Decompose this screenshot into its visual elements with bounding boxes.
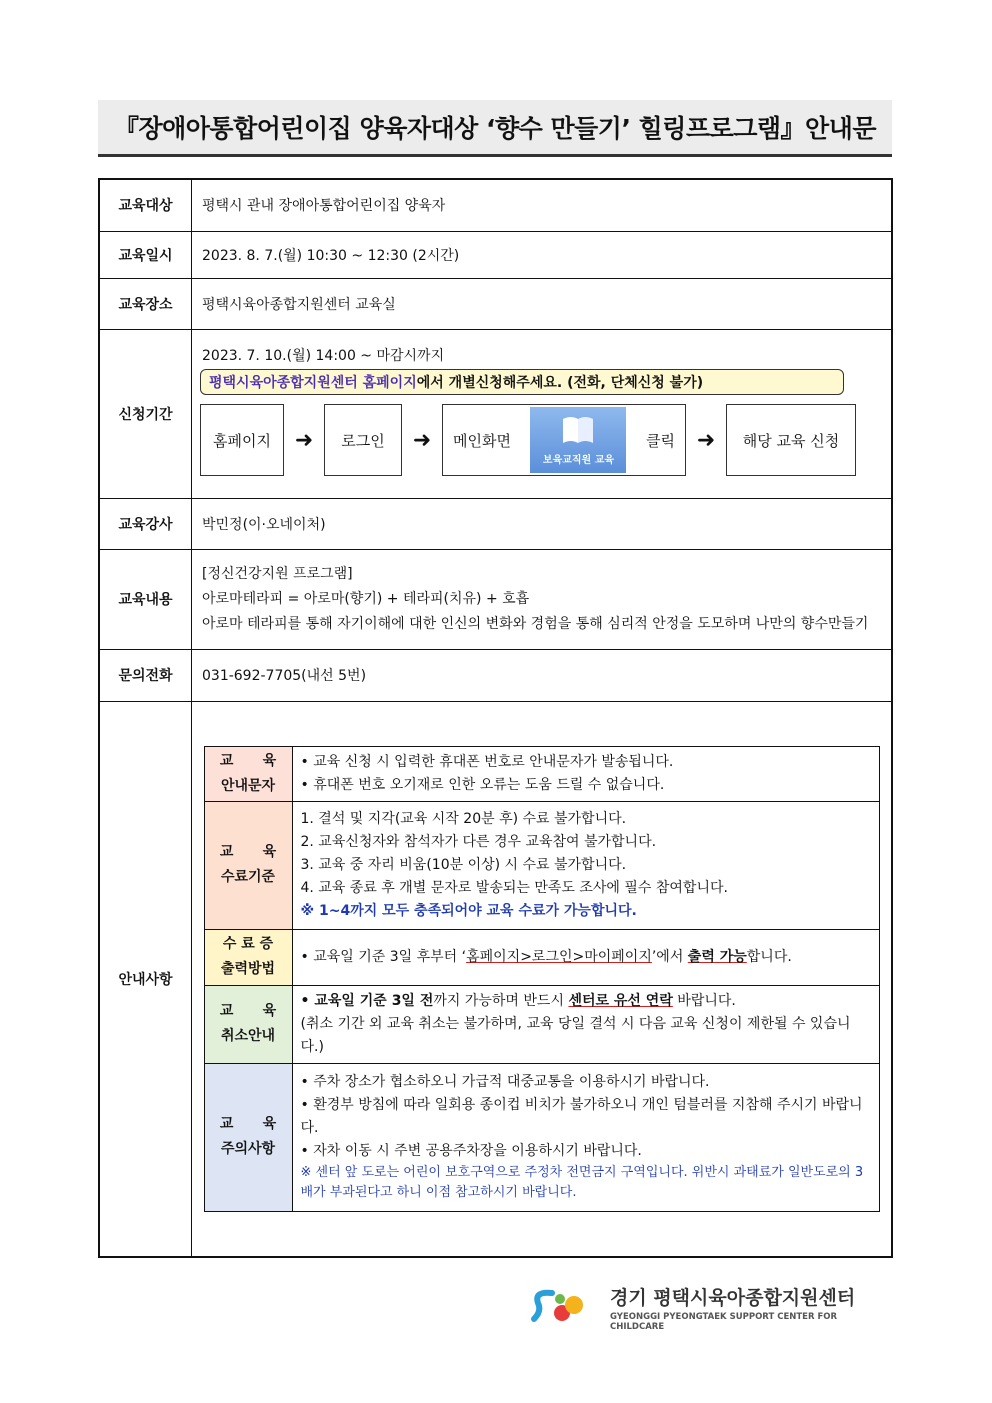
label-date: 교육일시 — [99, 231, 192, 278]
guide-label-cancel-2: 취소안내 — [220, 1028, 276, 1045]
cancel-text-b: 까지 가능하며 반드시 — [433, 992, 569, 1009]
label-place: 교육장소 — [99, 278, 192, 329]
guide-value-cancel — [292, 985, 879, 1063]
value-phone: 031-692-7705(내선 5번) — [192, 649, 893, 701]
label-phone: 문의전화 — [99, 649, 192, 701]
row-target — [99, 179, 892, 231]
guide-label-cancel — [204, 985, 292, 1063]
step-apply: 해당 교육 신청 — [726, 404, 856, 476]
sms-line-1: • 교육 신청 시 입력한 휴대폰 번호로 안내문자가 발송됩니다. — [300, 753, 674, 770]
cancel-contact: 센터로 유선 연락 — [568, 992, 673, 1009]
caution-line-2: • 환경부 방침에 따라 일회용 종이컵 비치가 불가하오니 개인 텀블러를 지참해 주시기 바랍니다. — [300, 1097, 863, 1137]
row-apply — [99, 329, 892, 498]
caution-line-1: • 주차 장소가 협소하오니 가급적 대중교통을 이용하시기 바랍니다. — [300, 1074, 710, 1091]
value-date: 2023. 8. 7.(월) 10:30 ~ 12:30 (2시간) — [192, 231, 893, 278]
value-content — [192, 549, 893, 649]
guide-label-cancel-1: 교 육 — [219, 1003, 277, 1020]
caution-note: ※ 센터 앞 도로는 어린이 보호구역으로 주정차 전면금지 구역입니다. 위반시 과태료가 일반도로의 3배가 부과된다고 하니 이점 참고하시기 바랍니다. — [300, 1165, 864, 1201]
content-line-1: [정신건강지원 프로그램] — [202, 565, 353, 582]
value-guide — [192, 701, 893, 1257]
content-line-2: 아로마테라피 = 아로마(향기) + 테라피(치유) + 호흡 — [202, 590, 530, 607]
sms-line-2: • 휴대폰 번호 오기재로 인한 오류는 도움 드릴 수 없습니다. — [300, 776, 665, 793]
completion-line-4: 4. 교육 종료 후 개별 문자로 발송되는 만족도 조사에 필수 참여합니다. — [300, 879, 728, 896]
guide-value-caution — [292, 1063, 879, 1211]
value-target: 평택시 관내 장애아통합어린이집 양육자 — [192, 179, 893, 231]
step-homepage: 홈페이지 — [200, 404, 284, 476]
step-main-click — [442, 404, 686, 476]
center-logo-icon — [530, 1285, 610, 1329]
caution-line-3: • 자차 이동 시 주변 공용주차장을 이용하시기 바랍니다. — [300, 1143, 642, 1160]
value-place: 평택시육아종합지원센터 교육실 — [192, 278, 893, 329]
arrow-icon: ➜ — [294, 427, 314, 453]
row-date — [99, 231, 892, 278]
notice-text-c: 개별신청 — [448, 375, 503, 391]
guide-row-cancel — [204, 985, 879, 1063]
apply-period: 2023. 7. 10.(월) 14:00 ~ 마감시까지 — [202, 348, 445, 364]
guide-label-completion — [204, 801, 292, 929]
footer-logo — [530, 1283, 890, 1331]
footer-text — [610, 1283, 890, 1332]
cancel-line-2: (취소 기간 외 교육 취소는 불가하며, 교육 당일 결석 시 다음 교육 신청이 제한될 수 있습니다.) — [300, 1015, 851, 1055]
notice-text-b: 에서 — [416, 375, 449, 391]
notice-homepage: 평택시육아종합지원센터 홈페이지 — [209, 375, 417, 391]
row-phone — [99, 649, 892, 701]
cancel-text-a: • 교육일 기준 3일 전 — [300, 992, 434, 1009]
completion-line-1: 1. 결석 및 지각(교육 시작 20분 후) 수료 불가합니다. — [300, 810, 627, 827]
cert-text-a: • 교육일 기준 3일 후부터 ‘ — [300, 948, 467, 965]
arrow-icon: ➜ — [412, 427, 432, 453]
guide-label-sms — [204, 746, 292, 801]
apply-flow — [200, 404, 881, 476]
arrow-icon: ➜ — [696, 427, 716, 453]
guide-label-caution — [204, 1063, 292, 1211]
guide-row-completion — [204, 801, 879, 929]
guide-value-completion — [292, 801, 879, 929]
guide-label-certificate — [204, 929, 292, 985]
label-instructor: 교육강사 — [99, 498, 192, 549]
guide-row-sms — [204, 746, 879, 801]
notice-text-d: 해주세요. (전화, 단체신청 불가) — [502, 375, 704, 391]
guide-row-certificate — [204, 929, 879, 985]
label-target: 교육대상 — [99, 179, 192, 231]
label-guide: 안내사항 — [99, 701, 192, 1257]
completion-line-3: 3. 교육 중 자리 비움(10분 이상) 시 수료 불가합니다. — [300, 856, 627, 873]
footer-name-ko: 경기 평택시육아종합지원센터 — [610, 1286, 856, 1309]
apply-notice — [200, 369, 844, 395]
guide-label-completion-2: 수료기준 — [220, 869, 276, 886]
guide-label-certificate-2: 출력방법 — [220, 961, 276, 978]
cert-print: 출력 가능 — [687, 948, 747, 965]
book-icon — [530, 407, 626, 473]
value-instructor: 박민정(이·오네이처) — [192, 498, 893, 549]
guide-label-caution-2: 주의사항 — [220, 1141, 276, 1158]
guide-table — [204, 746, 880, 1212]
guide-value-sms — [292, 746, 879, 801]
guide-row-caution — [204, 1063, 879, 1211]
guide-label-sms-2: 안내문자 — [220, 777, 276, 794]
footer-name-en: GYEONGGI PYEONGTAEK SUPPORT CENTER FOR CHILDCARE — [610, 1311, 838, 1332]
step-main-label: 메인화면 — [453, 431, 511, 450]
guide-value-certificate — [292, 929, 879, 985]
label-apply: 신청기간 — [99, 329, 192, 498]
step-login: 로그인 — [324, 404, 402, 476]
completion-line-2: 2. 교육신청자와 참석자가 다른 경우 교육참여 불가합니다. — [300, 833, 657, 850]
step-click-label: 클릭 — [646, 431, 675, 450]
content-line-3: 아로마 테라피를 통해 자기이해에 대한 인신의 변화와 경험을 통해 심리적 안정을 도모하며 나만의 향수만들기 — [202, 615, 869, 632]
value-apply — [192, 329, 893, 498]
guide-label-certificate-1: 수 료 증 — [222, 936, 274, 953]
cert-path: 홈페이지>로그인>마이페이지 — [466, 948, 652, 965]
label-content: 교육내용 — [99, 549, 192, 649]
completion-note: ※ 1~4까지 모두 충족되어야 교육 수료가 가능합니다. — [300, 902, 637, 919]
cert-text-e: 합니다. — [746, 948, 792, 965]
document-title: 『장애아통합어린이집 양육자대상 ‘향수 만들기’ 힐링프로그램』안내문 — [98, 100, 892, 157]
cancel-line-1 — [301, 990, 871, 1013]
guide-label-caution-1: 교 육 — [219, 1116, 277, 1133]
cert-text-c: ’에서 — [651, 948, 688, 965]
info-table — [98, 178, 893, 1258]
row-instructor — [99, 498, 892, 549]
guide-label-completion-1: 교 육 — [219, 844, 277, 861]
guide-label-sms-1: 교 육 — [219, 752, 277, 769]
row-content — [99, 549, 892, 649]
row-guide — [99, 701, 892, 1257]
book-caption: 보육교직원 교육 — [542, 454, 615, 466]
row-place — [99, 278, 892, 329]
cancel-text-d: 바랍니다. — [672, 992, 736, 1009]
